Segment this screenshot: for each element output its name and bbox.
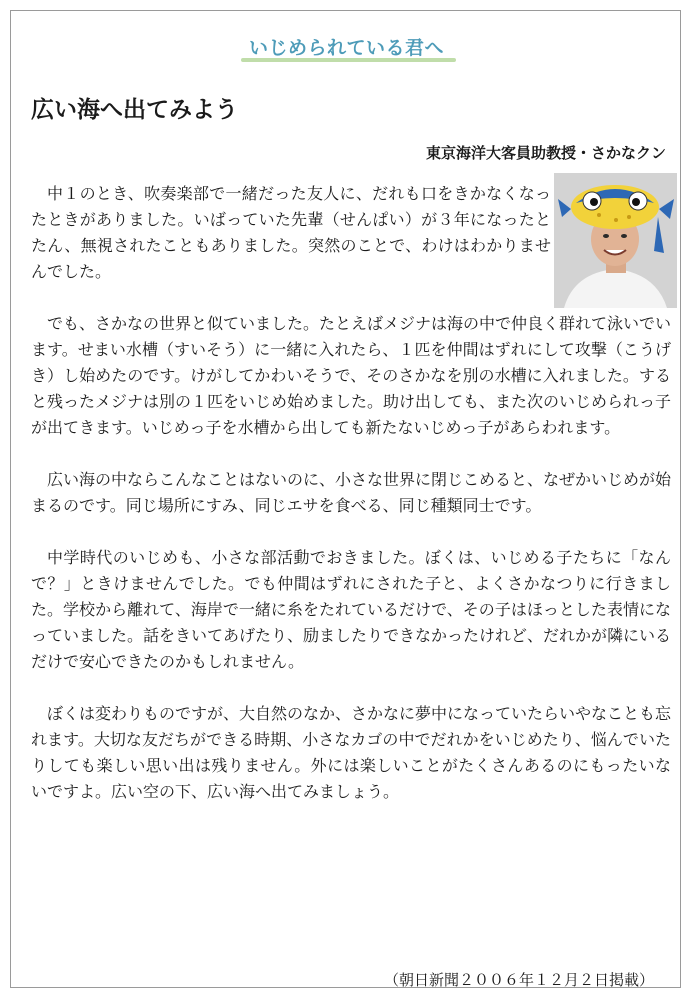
paragraph-2: でも、さかなの世界と似ていました。たとえばメジナは海の中で仲良く群れて泳いでいます。せまい水槽（すいそう）に一緒に入れたら、１匹を仲間はずれにして攻撃（こうげき）し始めたのです。けがしてかわいそうで、そのさかなを別の水槽に入れました。すると残ったメジナは別の１匹をいじめ始めました。助け出しても、また次のいじめられっ子が出てきます。いじめっ子を水槽から出しても新たないじめっ子があらわれます。 [31, 314, 672, 437]
paragraph-1: 中１のとき、吹奏楽部で一緒だった友人に、だれも口をきかなくなったときがありました。いばっていた先輩（せんぱい）が３年になったとたん、無視されたこともありました。突然のことで、わけはわかりませんでした。 [31, 184, 551, 281]
paragraph-5: ぼくは変わりものですが、大自然のなか、さかなに夢中になっていたらいやなことも忘れます。大切な友だちができる時期、小さなカゴの中でだれかをいじめたり、悩んでいたりしても楽しい思い出は残りません。外には楽しいことがたくさんあるのにもったいないですよ。広い空の下、広い海へ出てみましょう。 [31, 704, 672, 801]
article-frame [10, 10, 681, 988]
paragraph-4: 中学時代のいじめも、小さな部活動でおきました。ぼくは、いじめる子たちに「なんで？」ときけませんでした。でも仲間はずれにされた子と、よくさかなつりに行きました。学校から離れて、海岸で一緒に糸をたれているだけで、その子はほっとした表情になっていました。話をきいてあげたり、励ましたりできなかったけれど、だれかが隣にいるだけで安心できたのかもしれません。 [31, 548, 672, 671]
series-title: いじめられている君へ [248, 37, 444, 59]
paragraph-3: 広い海の中ならこんなことはないのに、小さな世界に閉じこめると、なぜかいじめが始まるのです。同じ場所にすみ、同じエサを食べる、同じ種類同士です。 [31, 470, 672, 515]
article-byline: 東京海洋大客員助教授・さかなクン [425, 144, 666, 162]
article-title: 広い海へ出てみよう [31, 97, 238, 123]
source-citation: （朝日新聞２００６年１２月２日掲載） [383, 971, 654, 989]
article-body [31, 181, 671, 805]
